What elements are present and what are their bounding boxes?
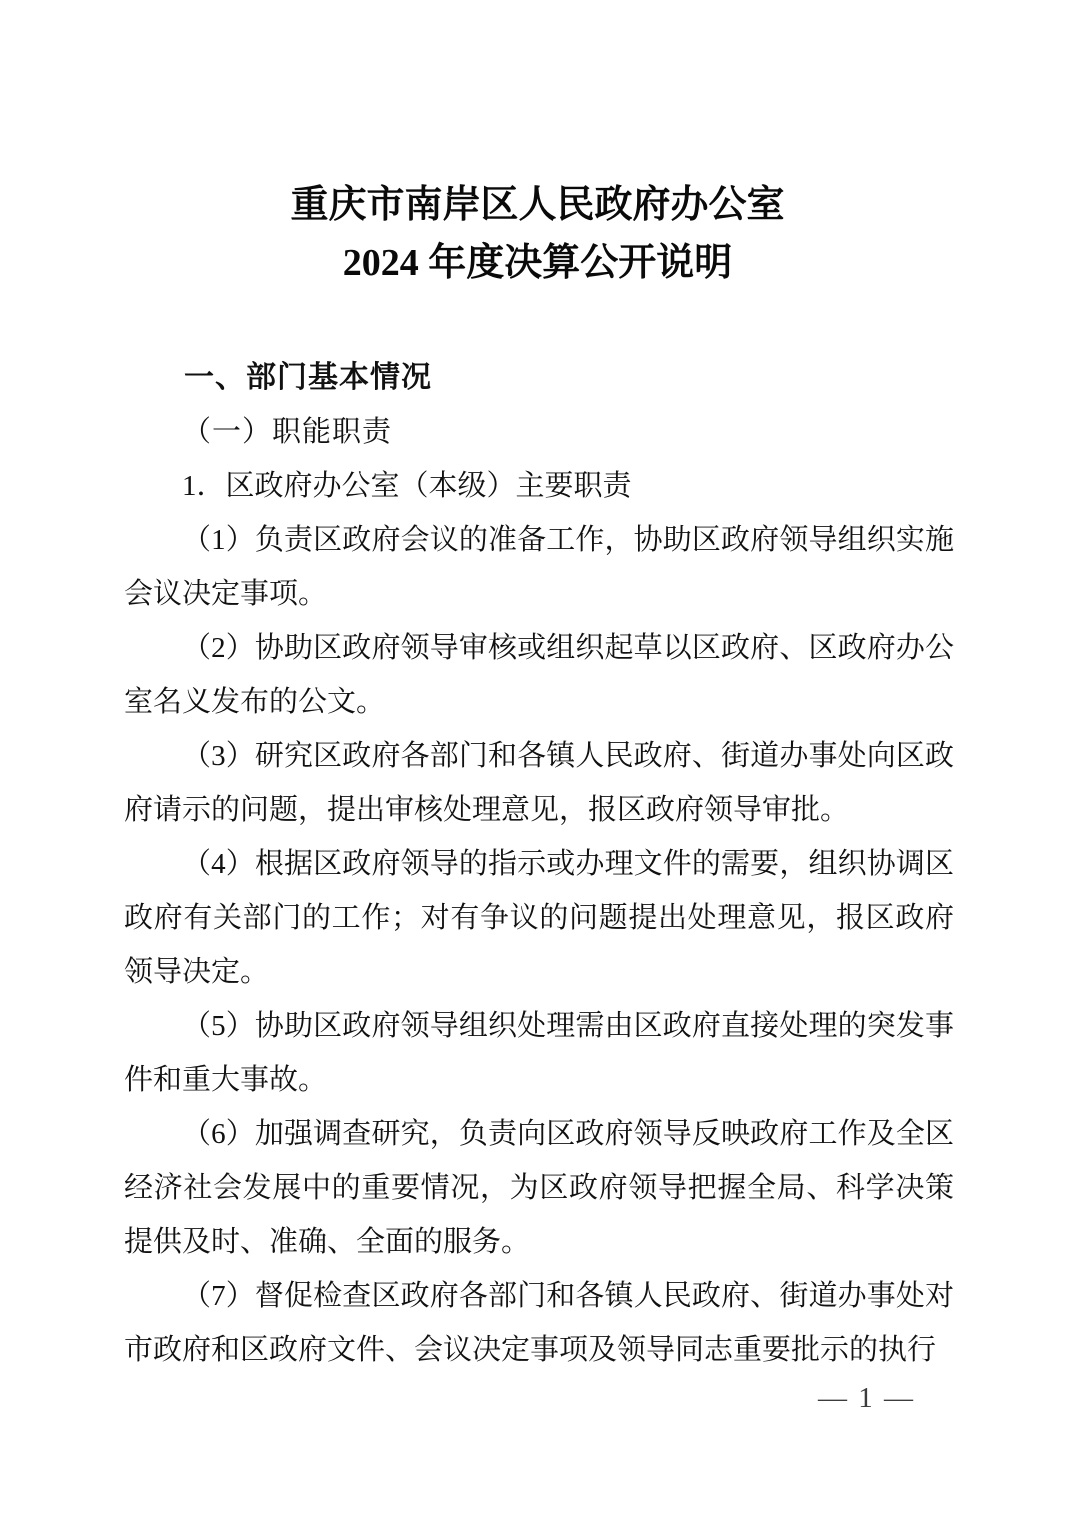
subsection-heading: （一）职能职责 <box>182 416 393 448</box>
paragraph-duty-3: （3）研究区政府各部门和各镇人民政府、街道办事处向区政府请示的问题，提出审核处理意见，报区政府领导审批。 <box>124 740 954 826</box>
paragraph-duty-5: （5）协助区政府领导组织处理需由区政府直接处理的突发事件和重大事故。 <box>124 1010 954 1096</box>
document-title <box>0 0 1075 292</box>
document-body <box>124 351 954 1377</box>
paragraph-duty-2: （2）协助区政府领导审核或组织起草以区政府、区政府办公室名义发布的公文。 <box>124 632 954 718</box>
document-title-line2: 2024 年度决算公开说明 <box>342 242 733 284</box>
paragraph-duty-4: （4）根据区政府领导的指示或办理文件的需要，组织协调区政府有关部门的工作；对有争议的问题提出处理意见，报区政府领导决定。 <box>124 848 954 988</box>
document-title-line1: 重庆市南岸区人民政府办公室 <box>290 184 785 226</box>
section-heading: 一、部门基本情况 <box>184 361 432 394</box>
item-heading: 1．区政府办公室（本级）主要职责 <box>182 470 632 502</box>
page-number: — 1 — <box>818 1382 915 1414</box>
paragraph-duty-1: （1）负责区政府会议的准备工作，协助区政府领导组织实施会议决定事项。 <box>124 524 954 610</box>
paragraph-duty-6: （6）加强调查研究，负责向区政府领导反映政府工作及全区经济社会发展中的重要情况，为区政府领导把握全局、科学决策提供及时、准确、全面的服务。 <box>124 1118 954 1258</box>
paragraph-duty-7: （7）督促检查区政府各部门和各镇人民政府、街道办事处对市政府和区政府文件、会议决定事项及领导同志重要批示的执行 <box>124 1280 954 1366</box>
